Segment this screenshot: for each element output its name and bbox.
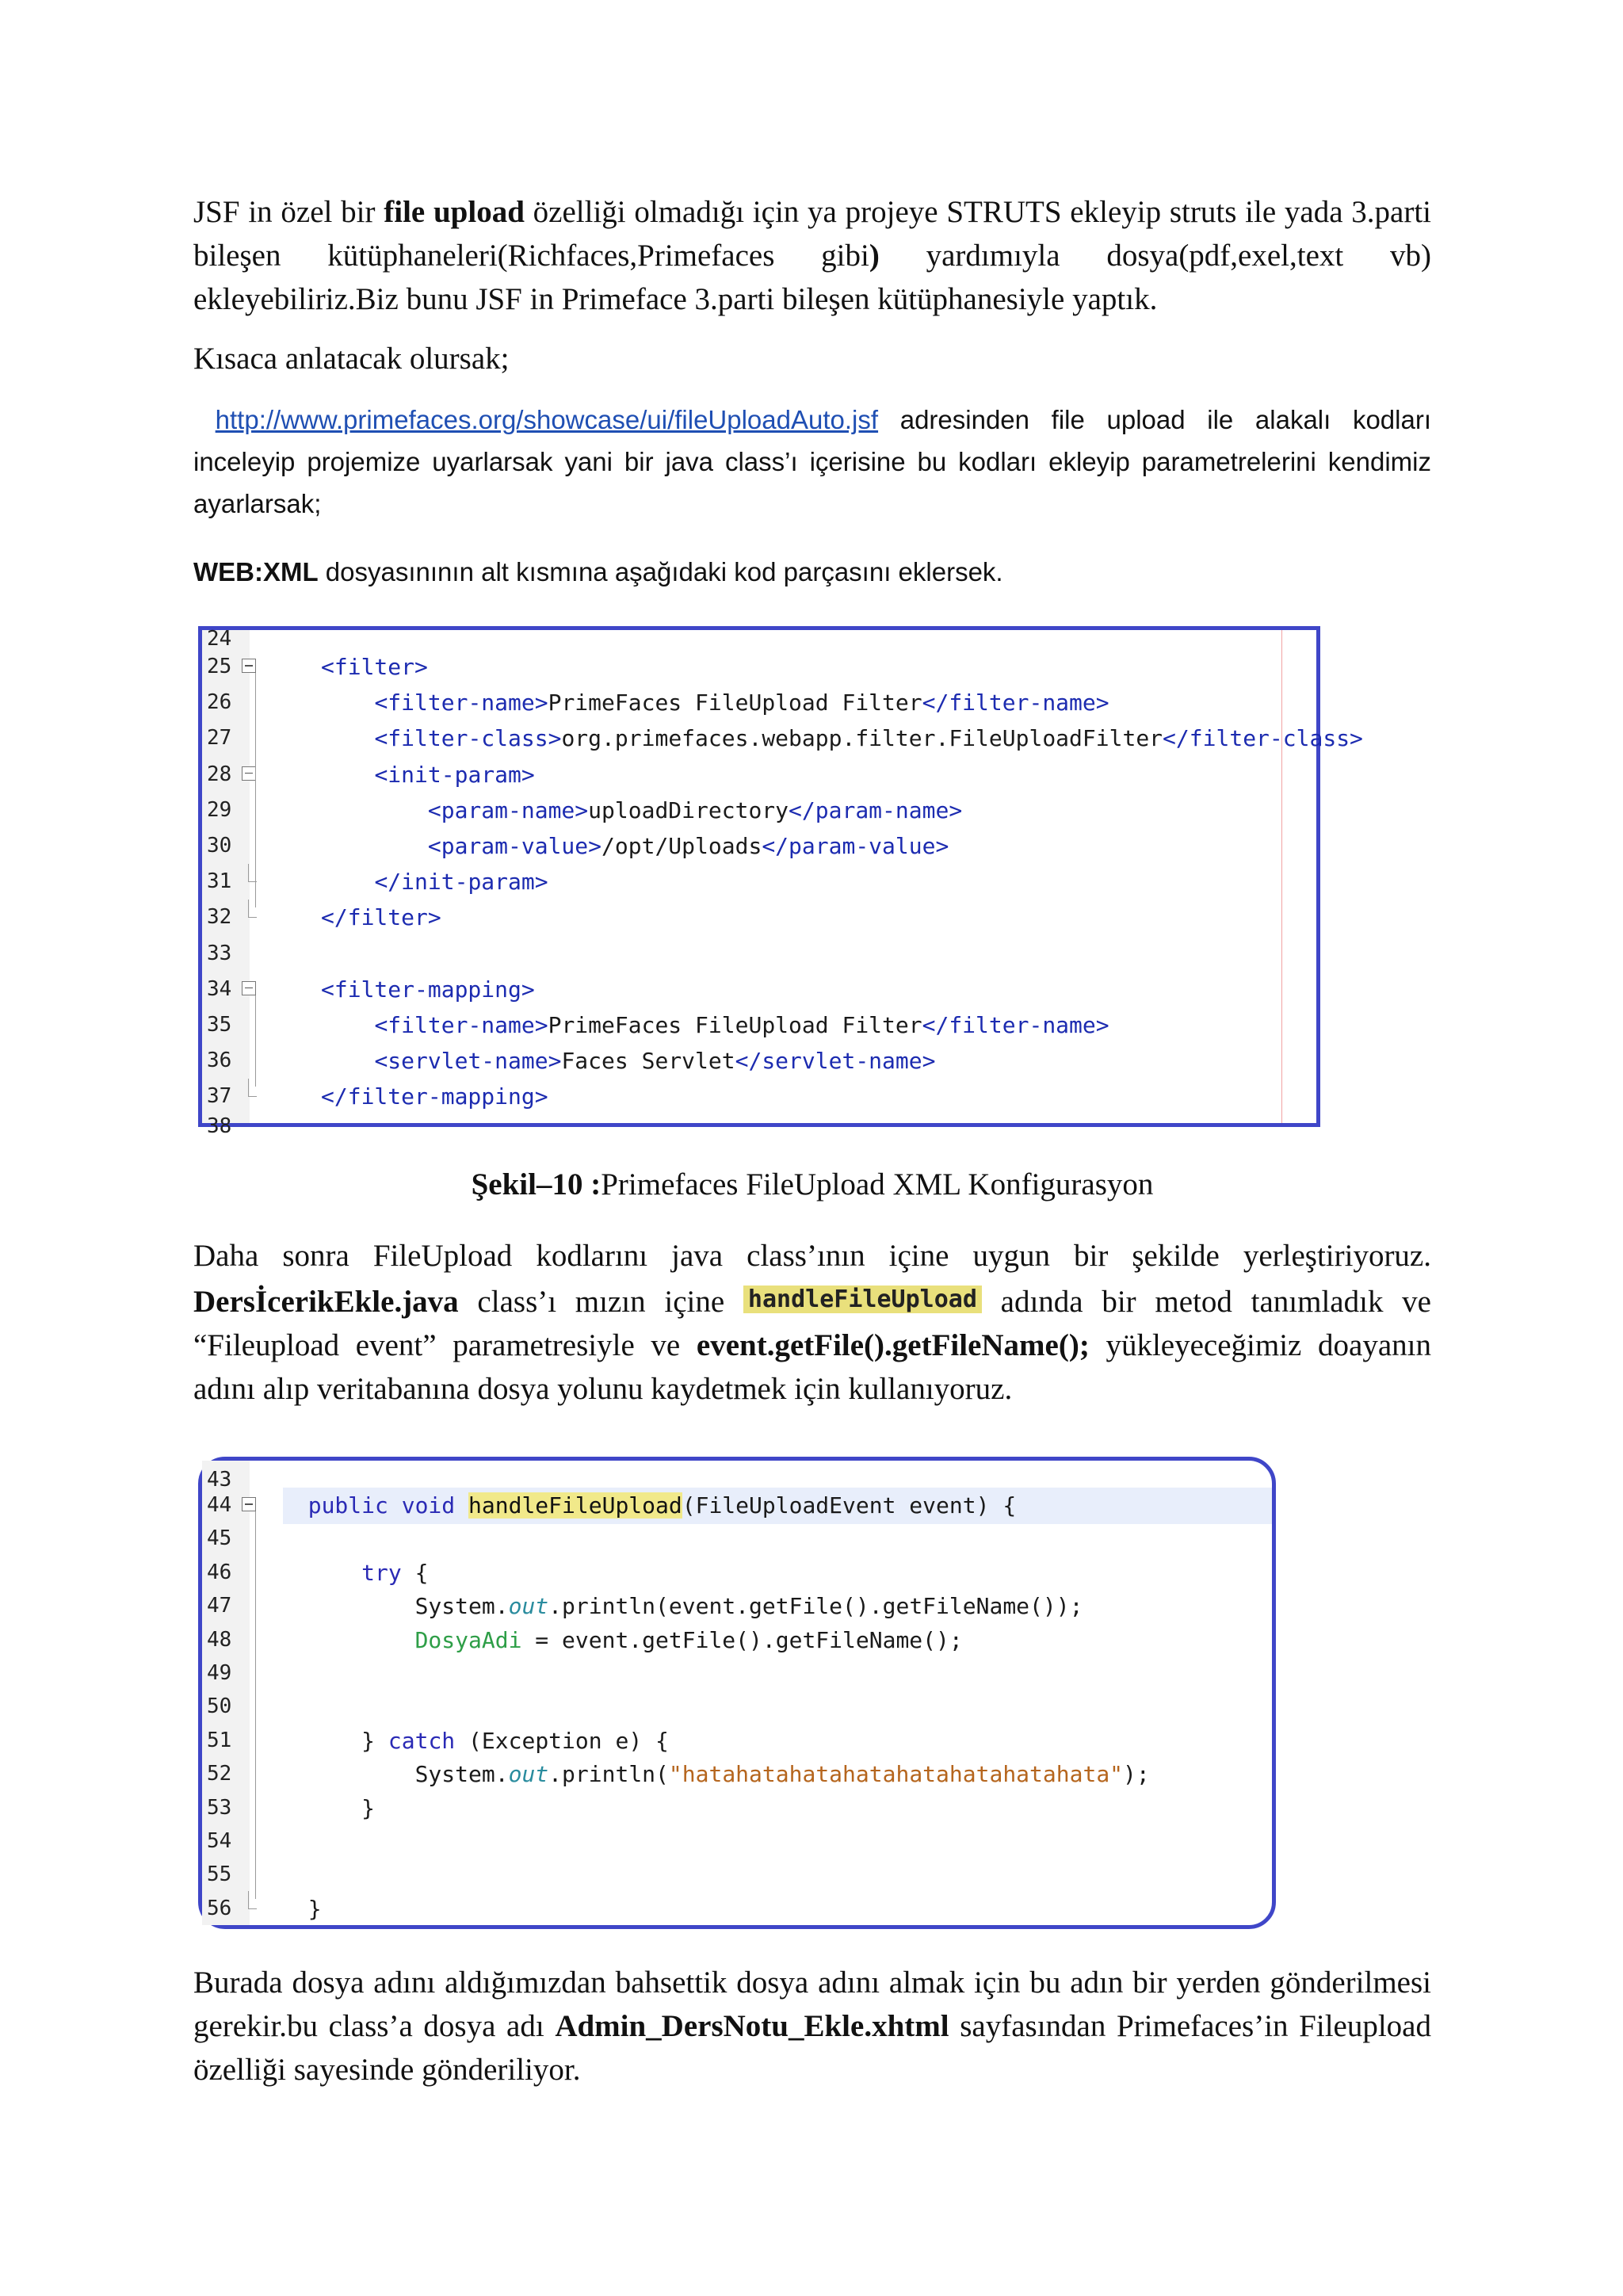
fold-collapse-icon[interactable]	[242, 659, 256, 673]
code-line	[202, 1488, 1272, 1523]
web-xml-instruction: WEB:XML dosyasınının alt kısmına aşağıdaki kod parçasını eklersek.	[193, 557, 1003, 586]
code-line	[202, 1857, 1272, 1893]
code-text: <param-value>/opt/Uploads</param-value>	[427, 833, 949, 859]
line-number: 32	[207, 905, 232, 930]
code-text: <filter>	[321, 654, 428, 680]
fold-guide-line	[255, 673, 256, 907]
code-line	[202, 793, 1316, 828]
code-line	[202, 1756, 1272, 1792]
code-text: DosyaAdi = event.getFile().getFileName();	[414, 1626, 963, 1653]
code-text: <init-param>	[374, 761, 535, 788]
line-number: 30	[207, 834, 232, 858]
intro-paragraph: JSF in özel bir file upload özelliği olmadığı için ya projeye STRUTS ekleyip struts ile yada 3.parti bileşen kütüphaneleri(Richfaces,Primefaces gibi) yardımıyla dosya(pdf,exel,text vb) ekleyebiliriz.Biz bunu JSF in Primeface 3.parti bileşen kütüphanesiyle yaptık.	[193, 195, 1431, 316]
line-number: 49	[207, 1661, 232, 1685]
code-line	[202, 1723, 1272, 1759]
code-text: <filter-name>PrimeFaces FileUpload Filter</filter-name>	[374, 1012, 1109, 1038]
code-text: public void handleFileUpload(FileUploadEvent event) {	[307, 1492, 1017, 1519]
line-number: 29	[207, 797, 232, 822]
line-number: 28	[207, 762, 232, 786]
line-number: 31	[207, 869, 232, 894]
code-line	[202, 1555, 1272, 1591]
code-line	[202, 1521, 1272, 1557]
line-number: 55	[207, 1862, 232, 1887]
fold-collapse-icon[interactable]	[242, 766, 256, 781]
code-text: try {	[361, 1559, 429, 1586]
code-line	[202, 936, 1316, 972]
code-line	[202, 1656, 1272, 1691]
line-number: 48	[207, 1627, 232, 1652]
line-number: 33	[207, 941, 232, 965]
line-number: 52	[207, 1762, 232, 1786]
lead-in-sentence: Kısaca anlatacak olursak;	[193, 342, 510, 376]
line-number: 54	[207, 1829, 232, 1853]
figure-caption: Şekil–10 :Primefaces FileUpload XML Konfigurasyon	[471, 1167, 1154, 1201]
code-text: <param-name>uploadDirectory</param-name>	[427, 797, 963, 823]
code-line	[202, 1790, 1272, 1826]
code-line	[202, 1043, 1316, 1079]
code-text: <filter-class>org.primefaces.webapp.filter.FileUploadFilter</filter-class>	[374, 725, 1363, 752]
code-text: <filter-name>PrimeFaces FileUpload Filter</filter-name>	[374, 690, 1109, 716]
xml-code-figure	[198, 626, 1363, 1138]
closing-paragraph: Burada dosya adını aldığımızdan bahsettik dosya adını almak için bu adın bir yerden gönderilmesi gerekir.bu class’a dosya adı Admin_DersNotu_Ekle.xhtml sayfasından Primefaces’in Fileupload özelliği sayesinde gönderiliyor.	[193, 1966, 1431, 2087]
line-number: 37	[207, 1084, 232, 1109]
fileupload-explanation: Daha sonra FileUpload kodlarını java class’ının içine uygun bir şekilde yerleştiriyoruz. DersİcerikEkle.java class’ı mızın içine handleFileUpload adında bir metod tanımladık ve “Fileupload event” parametresiyle ve event.getFile().getFileName(); yükleyeceğimiz doayanın adını alıp veritabanına dosya yolunu kaydetmek için kullanıyoruz.	[193, 1239, 1431, 1406]
fold-guide-line	[255, 995, 256, 1087]
code-text: </filter-mapping>	[321, 1083, 548, 1110]
code-line	[202, 1824, 1272, 1859]
fold-guide-line	[255, 1511, 256, 1899]
line-number: 43	[207, 1467, 232, 1492]
file-upload-term: file upload	[384, 195, 525, 229]
code-text: <filter-mapping>	[321, 976, 535, 1003]
code-line	[202, 757, 1316, 793]
code-line	[202, 900, 1316, 935]
code-text: <servlet-name>Faces Servlet</servlet-name>	[374, 1048, 936, 1075]
fold-collapse-icon[interactable]	[242, 981, 256, 995]
code-line	[202, 1588, 1272, 1624]
code-line	[202, 972, 1316, 1007]
code-line	[202, 1007, 1316, 1043]
code-line	[202, 828, 1316, 864]
line-number: 36	[207, 1049, 232, 1073]
line-number: 26	[207, 690, 232, 715]
handle-file-upload-code: handleFileUpload	[743, 1286, 982, 1313]
code-text: System.out.println(event.getFile().getFileName());	[414, 1593, 1083, 1620]
line-number: 46	[207, 1560, 232, 1584]
line-number: 44	[207, 1493, 232, 1517]
line-number: 34	[207, 976, 232, 1001]
code-line	[202, 649, 1316, 685]
line-number: 51	[207, 1728, 232, 1752]
line-number: 38	[207, 1114, 232, 1138]
code-line	[202, 685, 1316, 720]
code-line	[202, 1622, 1272, 1658]
line-number: 45	[207, 1526, 232, 1551]
line-number: 53	[207, 1795, 232, 1820]
line-number: 50	[207, 1694, 232, 1719]
code-text: </init-param>	[374, 869, 548, 896]
code-text: }	[307, 1895, 322, 1922]
code-line	[202, 720, 1363, 756]
primefaces-showcase-link[interactable]: http://www.primefaces.org/showcase/ui/fileUploadAuto.jsf	[215, 405, 879, 434]
line-number: 56	[207, 1896, 232, 1920]
line-number: 24	[207, 626, 232, 651]
code-text: </filter>	[321, 904, 441, 931]
primefaces-link-paragraph: http://www.primefaces.org/showcase/ui/fileUploadAuto.jsf adresinden file upload ile alakalı kodları inceleyip projemize uyarlarsak yani bir java class’ı içerisine bu kodları ekleyip parametrelerini kendimiz ayarlarsak;	[193, 405, 1431, 518]
java-code-figure	[198, 1457, 1276, 1929]
line-number: 47	[207, 1594, 232, 1618]
code-line	[202, 1689, 1272, 1725]
code-text: } catch (Exception e) {	[361, 1727, 669, 1754]
code-text: }	[361, 1794, 376, 1821]
code-line-partial-bottom	[202, 1109, 1316, 1144]
line-number: 25	[207, 655, 232, 678]
code-text: System.out.println("hatahatahatahatahatahatahatahata");	[414, 1761, 1150, 1788]
code-line	[202, 864, 1316, 900]
code-line	[202, 1891, 1272, 1927]
fold-collapse-icon[interactable]	[242, 1497, 256, 1511]
line-number: 27	[207, 726, 232, 751]
line-number: 35	[207, 1013, 232, 1037]
